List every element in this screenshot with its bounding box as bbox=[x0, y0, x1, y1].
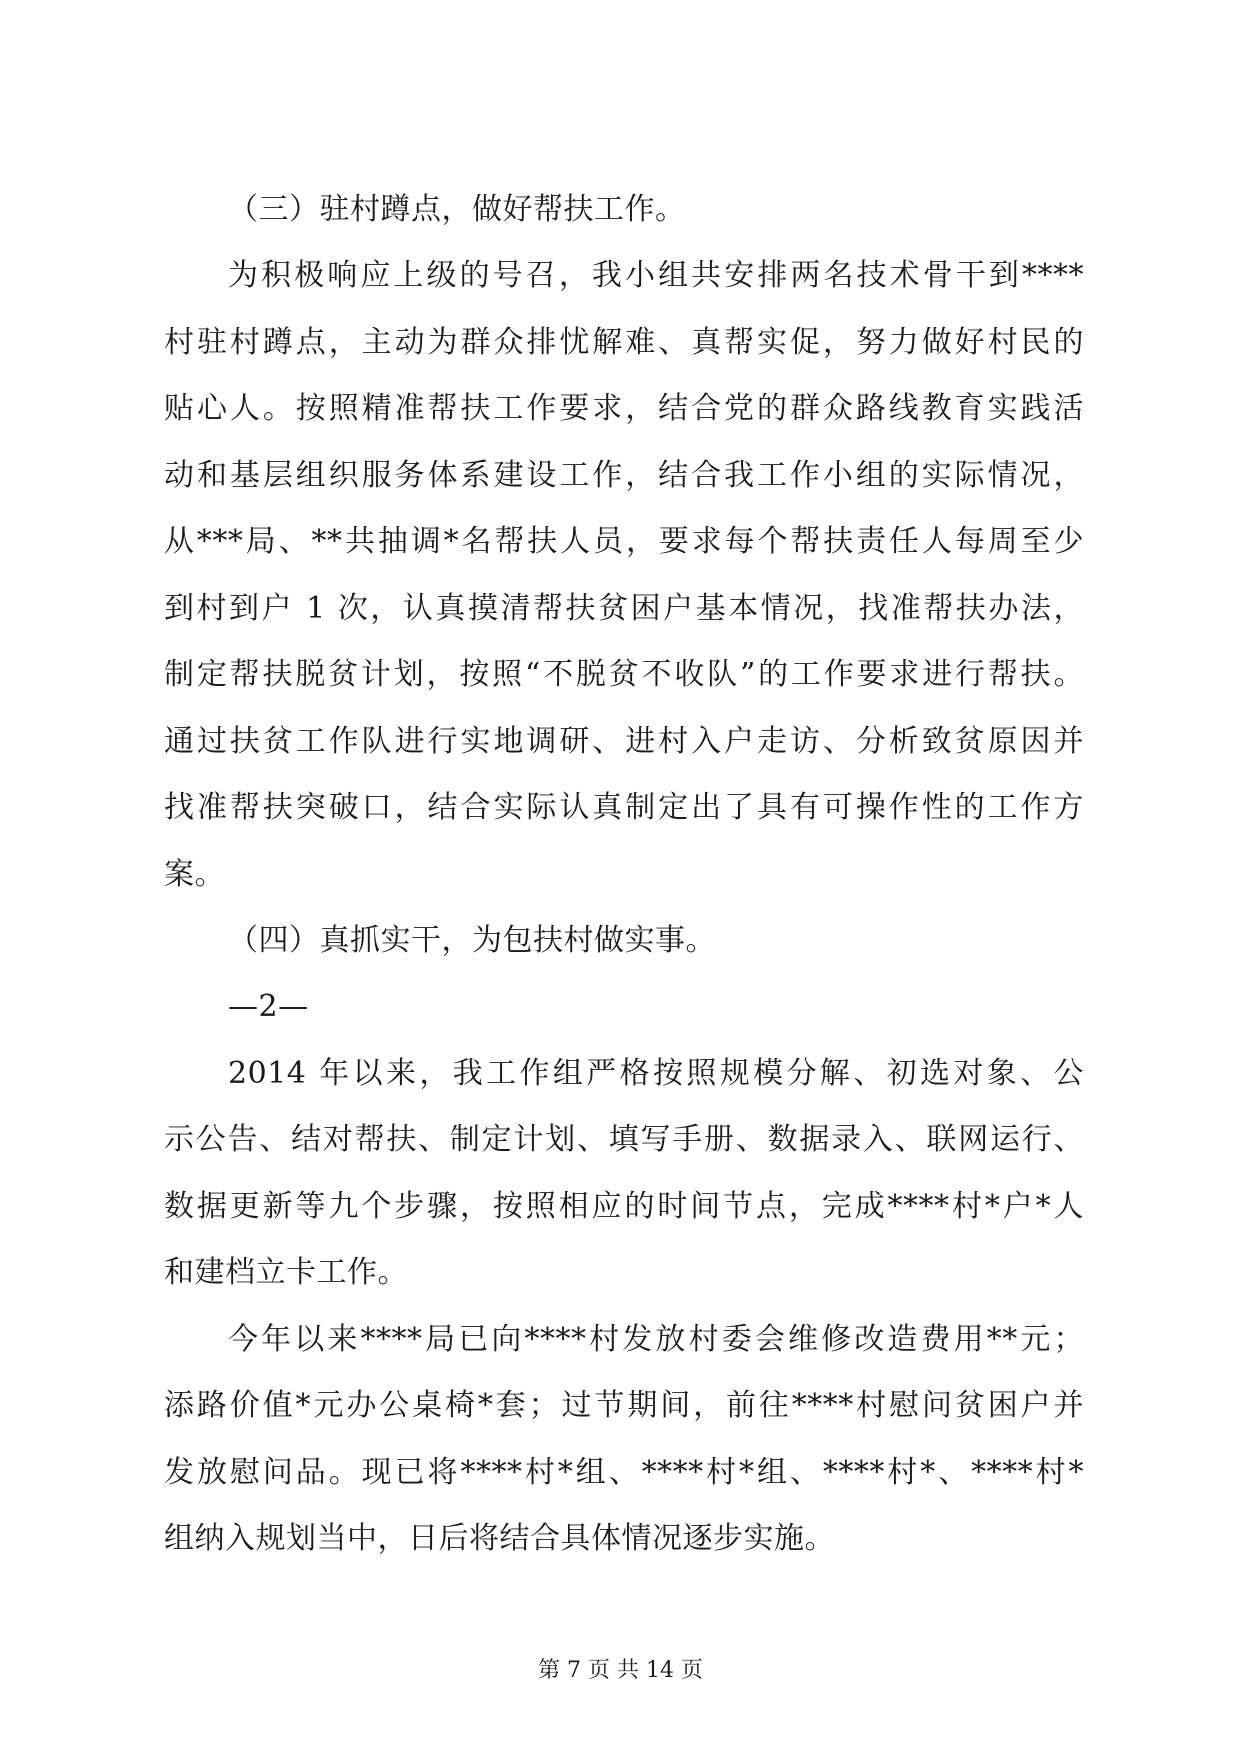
text-line: —2— bbox=[228, 989, 309, 1024]
text-line: 找准帮扶突破口，结合实际认真制定出了具有可操作性的工作方 bbox=[164, 790, 1084, 825]
text-line: 通过扶贫工作队进行实地调研、进村入户走访、分析致贫原因并 bbox=[164, 724, 1084, 759]
page-footer: 第 7 页 共 14 页 bbox=[538, 1658, 703, 1683]
text-line: 动和基层组织服务体系建设工作，结合我工作小组的实际情况， bbox=[164, 458, 1084, 493]
text-line: 制定帮扶脱贫计划，按照“不脱贫不收队”的工作要求进行帮扶。 bbox=[164, 657, 1084, 692]
text-line: 数据更新等九个步骤，按照相应的时间节点，完成****村*户*人 bbox=[164, 1189, 1084, 1224]
text-line: 组纳入规划当中，日后将结合具体情况逐步实施。 bbox=[164, 1521, 835, 1556]
text-line: 发放慰问品。现已将****村*组、****村*组、****村*、****村* bbox=[164, 1455, 1084, 1490]
text-line: 今年以来****局已向****村发放村委会维修改造费用**元； bbox=[228, 1322, 1084, 1357]
text-line: 2014 年以来，我工作组严格按照规模分解、初选对象、公 bbox=[228, 1056, 1084, 1091]
text-line: （三）驻村蹲点，做好帮扶工作。 bbox=[228, 192, 686, 227]
text-line: 为积极响应上级的号召，我小组共安排两名技术骨干到**** bbox=[228, 258, 1084, 293]
text-line: 示公告、结对帮扶、制定计划、填写手册、数据录入、联网运行、 bbox=[164, 1122, 1084, 1157]
text-line: 从***局、**共抽调*名帮扶人员，要求每个帮扶责任人每周至少 bbox=[164, 524, 1084, 559]
text-line: 贴心人。按照精准帮扶工作要求，结合党的群众路线教育实践活 bbox=[164, 391, 1084, 426]
text-line: 案。 bbox=[164, 857, 225, 892]
text-line: （四）真抓实干，为包扶村做实事。 bbox=[228, 923, 716, 958]
text-line: 村驻村蹲点，主动为群众排忧解难、真帮实促，努力做好村民的 bbox=[164, 325, 1084, 360]
text-line: 添路价值*元办公桌椅*套；过节期间，前往****村慰问贫困户并 bbox=[164, 1388, 1084, 1423]
text-line: 和建档立卡工作。 bbox=[164, 1255, 408, 1290]
text-line: 到村到户 1 次，认真摸清帮扶贫困户基本情况，找准帮扶办法， bbox=[164, 591, 1084, 626]
